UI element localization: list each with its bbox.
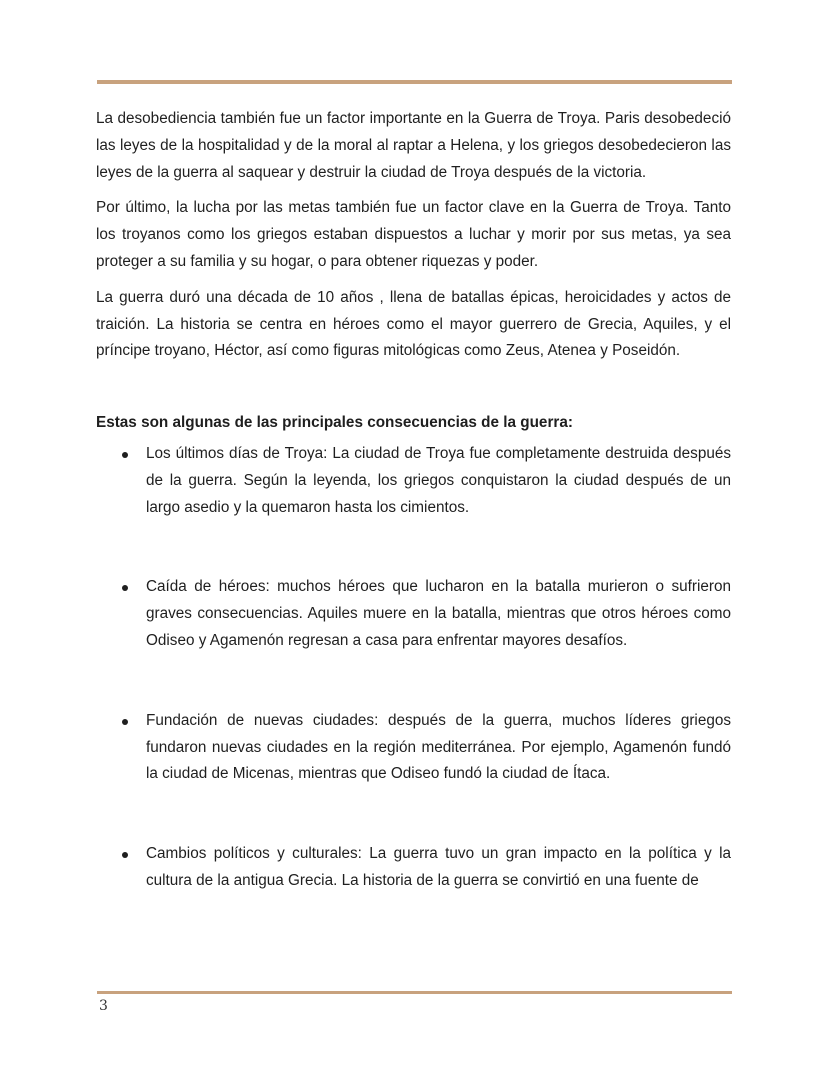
page-number: 3 [99, 998, 108, 1014]
list-item-text: Los últimos días de Troya: La ciudad de Troya fue completamente destruida después de la guerra. Según la leyenda, los griegos conquistaron la ciudad después de un largo asedio y la quemaron hasta los cimientos. [146, 444, 731, 516]
list-item [96, 574, 731, 654]
paragraph-disobedience: La desobediencia también fue un factor importante en la Guerra de Troya. Paris desobedeció las leyes de la hospitalidad y de la moral al raptar a Helena, y los griegos desobedecieron las leyes de la guerra al saquear y destruir la ciudad de Troya después de la victoria. [96, 110, 731, 181]
list-item [96, 441, 731, 521]
footer-rule [97, 991, 732, 994]
paragraph-war-duration: La guerra duró una década de 10 años , llena de batallas épicas, heroicidades y actos de traición. La historia se centra en héroes como el mayor guerrero de Grecia, Aquiles, y el príncipe troyano, Héctor, así como figuras mitológicas como Zeus, Atenea y Poseidón. [96, 288, 731, 360]
bullet-icon [122, 585, 128, 591]
bullet-icon [122, 852, 128, 858]
bullet-icon [122, 452, 128, 458]
paragraph-goals: Por último, la lucha por las metas también fue un factor clave en la Guerra de Troya. Tanto los troyanos como los griegos estaban dispuestos a luchar y morir por sus metas, ya sea proteger a su familia y su hogar, o para obtener riquezas y poder. [96, 199, 731, 270]
list-item-text: Caída de héroes: muchos héroes que lucharon en la batalla murieron o sufrieron graves consecuencias. Aquiles muere en la batalla, mientras que otros héroes como Odiseo y Agamenón regresan a casa para enfrentar mayores desafíos. [146, 578, 731, 649]
section-spacer [96, 374, 731, 410]
page-body [96, 106, 731, 895]
consequences-list [96, 441, 731, 895]
list-item [96, 708, 731, 788]
list-item-text: Cambios políticos y culturales: La guerra tuvo un gran impacto en la política y la cultura de la antigua Grecia. La historia de la guerra se convirtió en una fuente de [146, 845, 731, 889]
list-item-text: Fundación de nuevas ciudades: después de la guerra, muchos líderes griegos fundaron nuevas ciudades en la región mediterránea. Por ejemplo, Agamenón fundó la ciudad de Micenas, mientras que Odiseo fundó la ciudad de Ítaca. [146, 711, 731, 783]
bullet-icon [122, 719, 128, 725]
consequences-heading: Estas son algunas de las principales consecuencias de la guerra: [96, 414, 573, 432]
list-item [96, 841, 731, 895]
header-rule [97, 80, 732, 84]
